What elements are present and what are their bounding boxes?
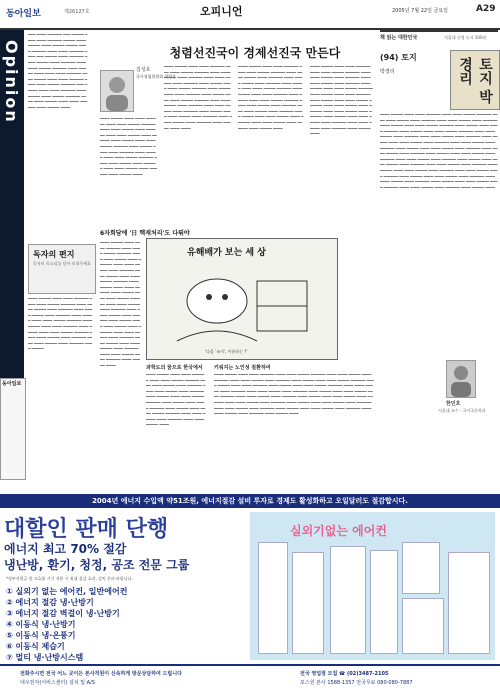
article-text: ━━━━ ━━━━━ ━━━━ ━━━━ ━━━━━━ ━━━━ ━━━━ ━━━━━ ━━━━━━ ━━━━ ━━━━ ━━━━━ ━━━━ ━━━━━━ ━━━━ ━━━━ ━━━━━ ━━━━ ━━━━━━ ━━━━ ━━━━━ ━━━━ ━━━━ ━━━━━ ━━━━━━ ━━━━ ━━━━━ ━━━━ ━━━━ ━━━━━━ ━━━━ ━━━━━ ━━━━ ━━━━ ━━━━━ ━━━━━━ ━━━━ ━━━━ ━━━━━ ━━━━ ━━━━━━ ━━━━ ━━━━ ━━━━━ ━━━━ — [146, 372, 206, 428]
product-headline: 실외기없는 에어컨 — [290, 524, 387, 538]
section-title: 오피니언 — [200, 5, 243, 18]
ad-item: ① 실외기 없는 에어컨, 일반에어컨 — [6, 587, 128, 596]
letters-head: 독자의 편지 — [33, 250, 75, 259]
article-head: 키워지는 노인성 질환하여 — [214, 365, 271, 371]
portable-ac-unit — [402, 598, 444, 654]
book-title: (94) 토지 — [380, 53, 417, 62]
article-head: 과학도의 꿈으로 한국에서 — [146, 365, 203, 371]
cartoon-drawing-icon — [157, 261, 327, 347]
reviewer-photo — [446, 360, 476, 398]
cartoon-caption: '다음 '조이', 이름하는 ?' — [205, 349, 248, 354]
ad-service-line: 냉난방, 환기, 청정, 공조 전문 그룹 — [4, 558, 190, 572]
opinion-banner-text: Opinion — [2, 40, 21, 124]
ad-energy-line: 에너지 최고 70% 절감 — [4, 542, 127, 556]
product-showcase — [250, 512, 495, 660]
author-title: 국가청렴위원회 위원장 — [136, 74, 176, 79]
main-headline: 청렴선진국이 경제선진국 만든다 — [169, 46, 341, 60]
ad-item: ② 에너지 절감 냉·난방기 — [6, 598, 94, 607]
ad-banner-text: 2004년 에너지 수입액 약51조원, 에너지절감 설비 투자로 경제도 활성화하고 오일달러도 절감합시다. — [0, 494, 500, 508]
newspaper-logo: 동아일보 — [6, 9, 41, 19]
letters-box — [28, 244, 96, 294]
book-series: 서울대 선정 도서 100권 — [444, 35, 487, 40]
column-text: ━━━━ ━━━━━ ━━━━ ━━━━ ━━━━━━ ━━━━ ━━━━ ━━━━━ ━━━━━━ ━━━━ ━━━━ ━━━━━ ━━━━ ━━━━━━ ━━━━ ━━━━ ━━━━━ ━━━━ ━━━━━━ ━━━━ ━━━━━ ━━━━ ━━━━ ━━━━━ ━━━━━━ ━━━━ ━━━━━ ━━━━ ━━━━ ━━━━━━ ━━━━ ━━━━━ ━━━━ ━━━━ ━━━━━ ━━━━━━ ━━━━ ━━━━ ━━━━━ ━━━━ ━━━━━━ ━━━━ ━━━━ ━━━━━ ━━━━ ━━━━━━ ━━━━ ━━━━━ ━━━━ ━━━━ ━━━━━ ━━━━ ━━━━━━ ━━━━ ━━━━ ━━━━━ ━━━━ ━━━━━━ ━━━━ ━━━━━ ━━━━ ━━━━ ━━━━━ ━━━━ ━━━━━━ ━━━━ ━━━━ ━━━━━ ━━━━ ━━━━━━ ━━━━ ━━━━━ ━━━━ — [100, 240, 142, 369]
ad-footer-line: 대우전자(서비스센터) 설치 및 A/S — [20, 680, 95, 686]
letters-text: ━━━━ ━━━━━ ━━━━ ━━━━ ━━━━━━ ━━━━ ━━━━ ━━━━━ ━━━━━━ ━━━━ ━━━━ ━━━━━ ━━━━ ━━━━━━ ━━━━ ━━━━ ━━━━━ ━━━━ ━━━━━━ ━━━━ ━━━━━ ━━━━ ━━━━ ━━━━━ ━━━━━━ ━━━━ ━━━━━ ━━━━ ━━━━ ━━━━━━ ━━━━ ━━━━━ ━━━━ ━━━━ ━━━━━ ━━━━━━ ━━━━ ━━━━ ━━━━━ ━━━━ ━━━━━━ ━━━━ ━━━━ ━━━━━ ━━━━ ━━━━━━ ━━━━ ━━━━━ — [28, 296, 93, 352]
issue-date: 2005년 7월 22일 금요일 — [392, 8, 449, 14]
tower-ac-unit — [330, 546, 366, 654]
column-text: ━━━ ━━━━ ━━━━━━ ━━━ ━━━━━ ━━━━ ━━━━ ━━━━━━ ━━━━━ ━━━━ ━━━━━ ━━━━ ━━━━━ ━━━━━ ━━━━ ━━━━━━ ━━━━ ━━━━ ━━━━━━ ━━━━ ━━━ ━━━━━ ━━━━ ━━━━━━ ━━━━ ━━━━━ ━━━━ ━━━━━━ ━━━━ ━━━━ ━━━━━ ━━━━━━ ━━━━ ━━━━━ ━━━━ ━━━━ ━━━━ ━━━━━━ ━━━━ ━━━━━ ━━━━ ━━━━ ━━━━━━ ━━━━ ━━━━ ━━━━━ ━━━━━━ ━━━ ━━━━━ ━━━━ ━━━━ ━━━━━━ ━━━━ ━━━━━ ━━━━ ━━━━━ ━━━━━━ ━━━━ ━━━━ ━━━━━ ━━━━ ━━━━ ━━━━━━ ━━━━ ━━━━━ ━━━━ — [28, 32, 88, 110]
reviewer-portrait-icon — [447, 361, 475, 397]
tower-ac-unit — [292, 552, 324, 654]
page-header — [0, 0, 500, 30]
book-cover-text: 토지 박경리 — [457, 57, 493, 104]
author-portrait-icon — [101, 71, 133, 111]
staff-head: 동아일보 — [2, 381, 22, 387]
column-text: ━━━━ ━━━━━ ━━━━ ━━━━ ━━━━━━ ━━━━ ━━━━ ━━━━━ ━━━━━━ ━━━━ ━━━━ ━━━━━ ━━━━ ━━━━━━ ━━━━ ━━━━ ━━━━━ ━━━━ ━━━━━━ ━━━━ ━━━━━ ━━━━ ━━━━ ━━━━━ ━━━━━━ ━━━━ ━━━━━ ━━━━ ━━━━ ━━━━━━ ━━━━ ━━━━━ ━━━━ ━━━━ ━━━━━ ━━━━━━ ━━━━ ━━━━ ━━━━━ ━━━━ ━━━━━━ ━━━━ ━━━━ ━━━━━ ━━━━ ━━━━━━ ━━━━ ━━━━━ ━━━━ ━━━━ ━━━━━ ━━━━ ━━━━━━ ━━━━ ━━━━ ━━━━━ ━━━━ ━━━━━━ ━━━━ ━━━━━ ━━━━ ━━━━ — [164, 64, 232, 131]
editorial-cartoon — [146, 238, 338, 360]
cartoon-title: 유해배가 보는 세 상 — [187, 248, 266, 258]
staff-box — [0, 378, 26, 480]
column-text: ━━━━ ━━━━━ ━━━━ ━━━━ ━━━━━━ ━━━━ ━━━━ ━━━━━ ━━━━━━ ━━━━ ━━━━ ━━━━━ ━━━━ ━━━━━━ ━━━━ ━━━━ ━━━━━ ━━━━ ━━━━━━ ━━━━ ━━━━━ ━━━━ ━━━━ ━━━━━ ━━━━━━ ━━━━ ━━━━━ ━━━━ ━━━━ ━━━━━━ ━━━━ ━━━━━ ━━━━ ━━━━ ━━━━━ ━━━━━━ ━━━━ ━━━━ ━━━━━ ━━━━ ━━━━━━ ━━━━ ━━━━ ━━━━━ ━━━━ ━━━━━━ ━━━━ ━━━━━ ━━━━ — [100, 116, 157, 177]
article-text: ━━━━ ━━━━━ ━━━━ ━━━━ ━━━━━━ ━━━━ ━━━━ ━━━━━ ━━━━━━ ━━━━ ━━━━ ━━━━━ ━━━━ ━━━━━━ ━━━━ ━━━━ ━━━━━ ━━━━ ━━━━━━ ━━━━ ━━━━━ ━━━━ ━━━━ ━━━━━ ━━━━━━ ━━━━ ━━━━━ ━━━━ ━━━━ ━━━━━━ ━━━━ ━━━━━ ━━━━ ━━━━ ━━━━━ ━━━━━━ ━━━━ ━━━━ ━━━━━ ━━━━ ━━━━━━ ━━━━ ━━━━ ━━━━━ ━━━━ ━━━━━━ ━━━━ ━━━━━ ━━━━ ━━━━ ━━━━━ ━━━━ ━━━━━━ ━━━━ ━━━━ ━━━━━ ━━━━ ━━━━━━ ━━━━ ━━━━━ ━━━━ ━━━━ ━━━━━ ━━━━ ━━━━━━ ━━━━ ━━━━ ━━━━━ ━━━━ ━━━━━━ ━━━━ ━━━━━ ━━━━ ━━━━ ━━━━━ ━━━━ ━━━━━━ ━━━━ ━━━━ ━━━━━ ━━━━ ━━━━━━ ━━━━ ━━━━━ ━━━━ ━━━━ ━━━━━ ━━━━ ━━━━━━ ━━━━ ━━━━ ━━━━━ ━━━━ ━━━━━━ ━━━━ ━━━━━ ━━━━ — [214, 372, 374, 417]
wall-ac-unit — [402, 542, 440, 594]
ad-footer-line: 전화주시면 전국 어느 곳이든 본사직원이 신속하게 방문상담하여 드립니다 — [20, 671, 182, 677]
advertisement — [0, 494, 500, 691]
tower-ac-unit — [448, 552, 490, 654]
ad-headline: 대할인 판매 단행 — [4, 517, 169, 542]
ad-footer-line: 포스원 본사 1588-1357 전국무료 080-080-7887 — [300, 680, 413, 686]
book-section-label: 책 읽는 대한민국 — [380, 35, 418, 41]
column-text: ━━━━ ━━━━━ ━━━━ ━━━━ ━━━━━━ ━━━━ ━━━━ ━━━━━ ━━━━━━ ━━━━ ━━━━ ━━━━━ ━━━━ ━━━━━━ ━━━━ ━━━━ ━━━━━ ━━━━ ━━━━━━ ━━━━ ━━━━━ ━━━━ ━━━━ ━━━━━ ━━━━━━ ━━━━ ━━━━━ ━━━━ ━━━━ ━━━━━━ ━━━━ ━━━━━ ━━━━ ━━━━ ━━━━━ ━━━━━━ ━━━━ ━━━━ ━━━━━ ━━━━ ━━━━━━ ━━━━ ━━━━ ━━━━━ ━━━━ ━━━━━━ ━━━━ ━━━━━ ━━━━ ━━━━ ━━━━━ ━━━━ ━━━━━━ ━━━━ ━━━━ ━━━━━ ━━━━ ━━━━━━ ━━━━ ━━━━━ ━━━━ — [238, 64, 304, 131]
book-cover — [450, 50, 500, 110]
ad-note: *정부지원금 및 고효율 기기 적용 시 최대 절감 효과, 설치 문의 바랍니다. — [6, 576, 133, 581]
ad-item: ⑤ 이동식 냉·온풍기 — [6, 631, 76, 640]
column-subhead: 6자회담에 '日 핵재처리'도 다뤄야 — [100, 230, 190, 237]
ad-item: ⑦ 멀티 냉·난방시스템 — [6, 653, 84, 662]
book-review-text: ━━━━ ━━━━━ ━━━━ ━━━━ ━━━━━━ ━━━━ ━━━━ ━━━━━ ━━━━━━ ━━━━ ━━━━ ━━━━━ ━━━━ ━━━━━━ ━━━━ ━━━━ ━━━━━ ━━━━ ━━━━━━ ━━━━ ━━━━━ ━━━━ ━━━━ ━━━━━ ━━━━━━ ━━━━ ━━━━━ ━━━━ ━━━━ ━━━━━━ ━━━━ ━━━━━ ━━━━ ━━━━ ━━━━━ ━━━━━━ ━━━━ ━━━━ ━━━━━ ━━━━ ━━━━━━ ━━━━ ━━━━ ━━━━━ ━━━━ ━━━━━━ ━━━━ ━━━━━ ━━━━ ━━━━ ━━━━━ ━━━━ ━━━━━━ ━━━━ ━━━━ ━━━━━ ━━━━ ━━━━━━ ━━━━ ━━━━━ ━━━━ ━━━━ ━━━━━ ━━━━ ━━━━━━ ━━━━ ━━━━ ━━━━━ ━━━━ ━━━━━━ ━━━━ ━━━━━ ━━━━ ━━━━ ━━━━━ ━━━━ ━━━━━━ ━━━━ ━━━━ ━━━━━ ━━━━ ━━━━━━ ━━━━ ━━━━━ ━━━━ ━━━━ ━━━━━ ━━━━ ━━━━━━ ━━━━ ━━━━ ━━━━━ ━━━━ ━━━━━━ ━━━━ ━━━━━ ━━━━ ━━━━ ━━━━━ ━━━━ ━━━━━━ ━━━━ ━━━━ ━━━━━ ━━━━ ━━━━━━ ━━━━ ━━━━━ ━━━━ ━━━━ ━━━━━ ━━━━ ━━━━━━ ━━━━ ━━━━ ━━━━━ ━━━━ ━━━━━━ ━━━━ ━━━━━ ━━━━ ━━━━ ━━━━━ ━━━━ ━━━━━━ ━━━━ ━━━━ ━━━━━ ━━━━ ━━━━━━ ━━━━ ━━━━━ ━━━━ — [380, 112, 498, 190]
author-photo — [100, 70, 134, 112]
reviewer-name: 한민호 — [446, 401, 461, 407]
column-text: ━━━━ ━━━━━ ━━━━ ━━━━ ━━━━━━ ━━━━ ━━━━ ━━━━━ ━━━━━━ ━━━━ ━━━━ ━━━━━ ━━━━ ━━━━━━ ━━━━ ━━━━ ━━━━━ ━━━━ ━━━━━━ ━━━━ ━━━━━ ━━━━ ━━━━ ━━━━━ ━━━━━━ ━━━━ ━━━━━ ━━━━ ━━━━ ━━━━━━ ━━━━ ━━━━━ ━━━━ ━━━━ ━━━━━ ━━━━━━ ━━━━ ━━━━ ━━━━━ ━━━━ ━━━━━━ ━━━━ ━━━━ ━━━━━ ━━━━ ━━━━━━ ━━━━ ━━━━━ ━━━━ ━━━━ ━━━━━ ━━━━ ━━━━━━ ━━━━ ━━━━ ━━━━━ ━━━━ ━━━━━━ ━━━━ ━━━━━ ━━━━ — [310, 64, 373, 137]
ad-item: ③ 에너지 절감 벽걸이 냉·난방기 — [6, 609, 120, 618]
book-section-bar — [380, 30, 498, 46]
ad-item: ⑥ 이동식 제습기 — [6, 642, 65, 651]
letters-sub: 독자의 목소리를 담아 보내주세요 — [33, 261, 91, 266]
reviewer-title: 서울대 교수 · 국어국문학과 — [438, 408, 486, 413]
ad-item: ④ 이동식 냉·난방기 — [6, 620, 76, 629]
book-author: 박경리 — [380, 69, 395, 75]
page-number: A29 — [476, 4, 496, 14]
tower-ac-unit — [370, 550, 398, 654]
ad-footer — [0, 664, 500, 693]
issue-number: 제26127호 — [64, 9, 90, 15]
author-name: 김성호 — [136, 67, 151, 73]
tower-ac-unit — [258, 542, 288, 654]
ad-footer-line: 전국 영업점 모집 ☎ (02)3487-2105 — [300, 671, 389, 677]
